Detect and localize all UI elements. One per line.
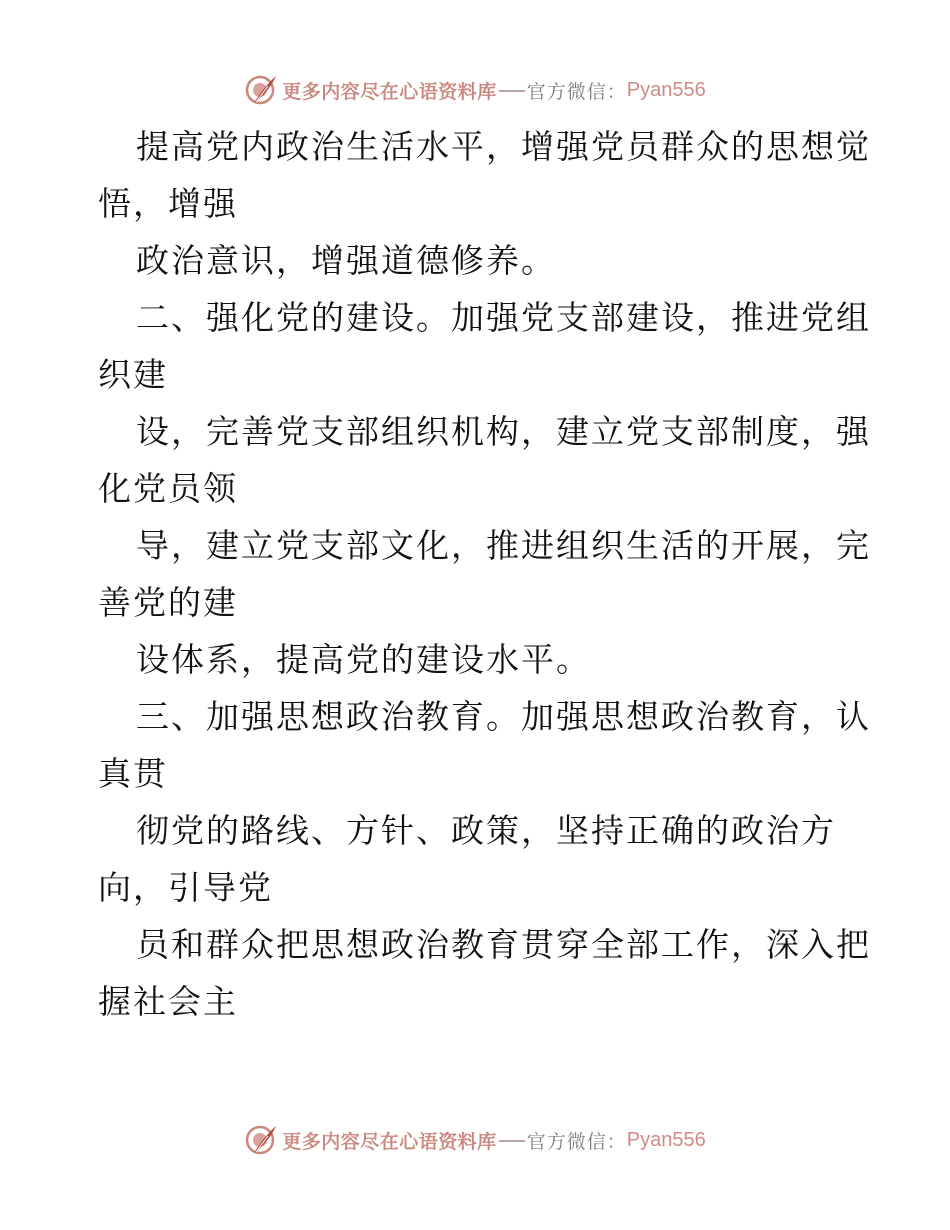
document-body xyxy=(98,118,871,1030)
footer-wechat-account: Pyan556 xyxy=(626,1128,706,1151)
text-line-8: 导，建立党支部文化，推进组织生活的开展，完 xyxy=(136,526,871,565)
text-line-12: 真贯 xyxy=(98,754,168,793)
text-line-1: 提高党内政治生活水平，增强党员群众的思想觉 xyxy=(136,127,871,166)
text-line-2: 悟，增强 xyxy=(98,184,238,223)
header-dash-divider xyxy=(499,90,525,92)
footer-wechat-label: 官方微信： xyxy=(526,1130,627,1153)
text-line-16: 握社会主 xyxy=(98,982,238,1021)
text-line-3: 政治意识，增强道德修养。 xyxy=(136,241,556,280)
feather-pen-logo-icon xyxy=(244,1123,278,1157)
footer-banner xyxy=(0,1120,950,1160)
text-line-11: 三、加强思想政治教育。加强思想政治教育，认 xyxy=(136,697,871,736)
text-line-10: 设体系，提高党的建设水平。 xyxy=(136,640,591,679)
text-line-13: 彻党的路线、方针、政策，坚持正确的政治方 xyxy=(136,811,836,850)
footer-slogan: 更多内容尽在心语资料库 xyxy=(282,1130,497,1153)
text-line-5: 织建 xyxy=(98,355,168,394)
text-line-6: 设，完善党支部组织机构，建立党支部制度，强 xyxy=(136,412,871,451)
text-line-15: 员和群众把思想政治教育贯穿全部工作，深入把 xyxy=(136,925,871,964)
header-slogan: 更多内容尽在心语资料库 xyxy=(282,80,497,103)
text-line-9: 善党的建 xyxy=(98,583,238,622)
header-banner xyxy=(0,70,950,110)
text-line-4: 二、强化党的建设。加强党支部建设，推进党组 xyxy=(136,298,871,337)
footer-dash-divider xyxy=(499,1140,525,1142)
header-wechat-label: 官方微信： xyxy=(526,80,627,103)
feather-pen-logo-icon xyxy=(244,73,278,107)
text-line-7: 化党员领 xyxy=(98,469,238,508)
header-wechat-account: Pyan556 xyxy=(626,78,706,101)
text-line-14: 向，引导党 xyxy=(98,868,273,907)
